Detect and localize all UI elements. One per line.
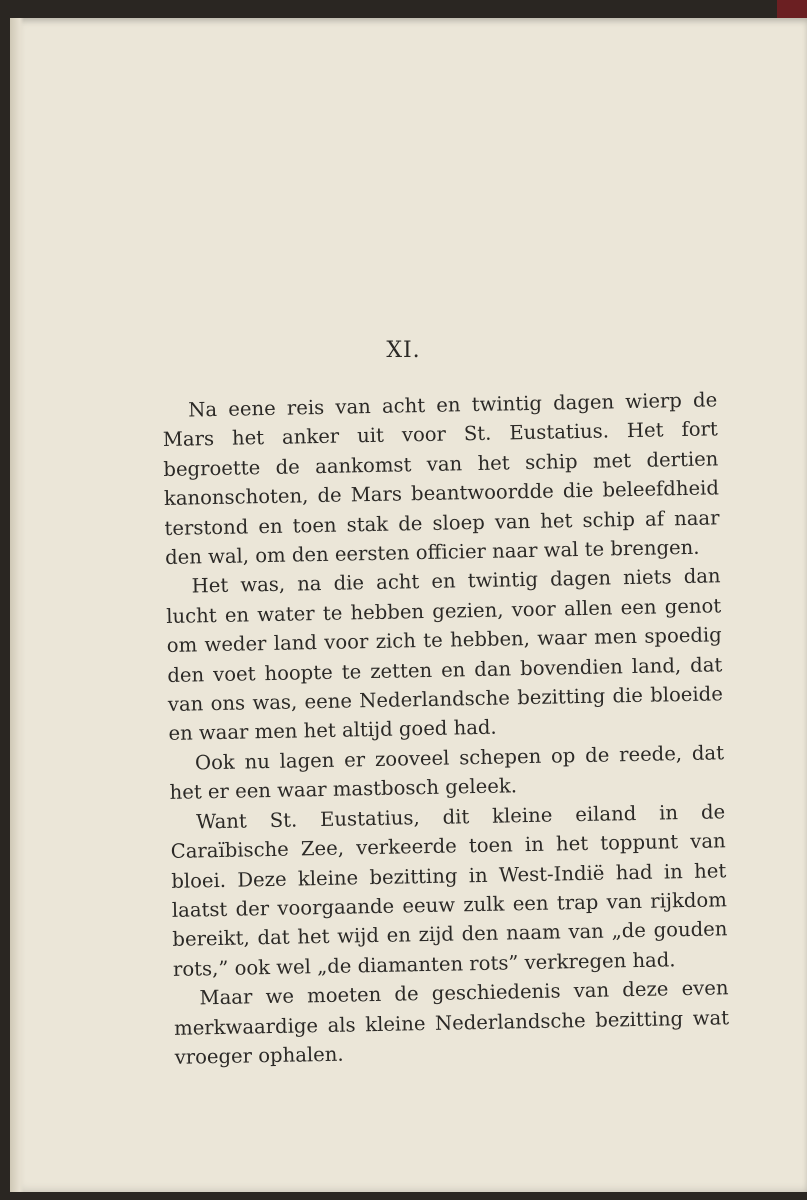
body-text [162,385,730,1072]
paragraph-5: Maar we moeten de geschiedenis van deze even merkwaardige als kleine Nederlandsche bezitting wat vroeger ophalen. [173,976,730,1069]
page-gutter [10,18,24,1192]
paragraph-1: Na eene reis van acht en twintig dagen wierp de Mars het anker uit voor St. Eustatius. Het fort begroette de aankomst van het schip met dertien kanonschoten, de Mars beantwoordde die beleefdheid terstond en toen stak de sloep van het schip af naar den wal, om den eersten officier naar wal te brengen. [162,388,720,569]
paragraph-2: Het was, na die acht en twintig dagen niets dan lucht en water te hebben gezien, voor allen een genot om weder land voor zich te hebben, waar men spoedig den voet hoopte te zetten en dan bovendien land, dat van ons was, eene Nederlandsche bezitting die bloeide en waar men het altijd goed had. [166,564,724,746]
paragraph-4: Want St. Eustatius, dit kleine eiland in de Caraïbische Zee, verkeerde toen in het toppunt van bloei. Deze kleine bezitting in West-Indië had in het laatst der voorgaande eeuw zulk een trap van rijkdom bereikt, dat het wijd en zijd den naam van „de gouden rots,” ook wel „de diamanten rots” verkregen had. [170,799,728,981]
cover-edge [777,0,807,18]
chapter-heading: XI. [386,338,421,363]
paragraph-3: Ook nu lagen er zooveel schepen op de reede, dat het er een waar mastbosch geleek. [169,741,725,805]
